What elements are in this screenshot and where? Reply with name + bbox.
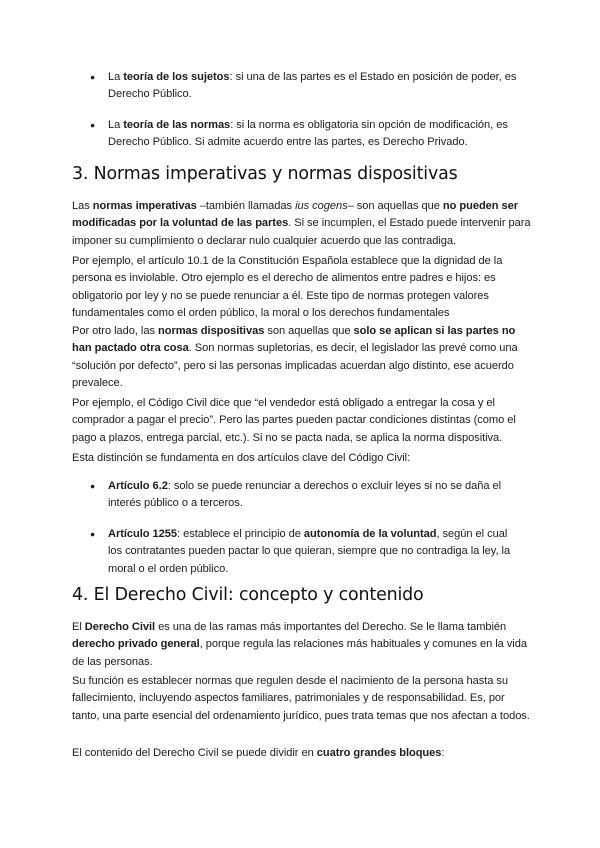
theory-bullet-list — [90, 69, 520, 152]
list-item: ● La teoría de los sujetos: si una de las partes es el Estado en posición de poder, es Derecho Público. — [90, 69, 520, 104]
list-item: ● Artículo 6.2: solo se puede renunciar a derechos o excluir leyes si no se daña el interés público o a terceros. — [90, 478, 520, 513]
paragraph: Su función es establecer normas que regulen desde el nacimiento de la persona hasta su fallecimiento, incluyendo aspectos familiares, patrimoniales y de responsabilidad. Es, por tanto, una parte esencial del ordenamiento jurídico, pues trata temas que nos afectan a todos. — [72, 675, 530, 722]
paragraph: El contenido del Derecho Civil se puede dividir en cuatro grandes bloques: — [72, 747, 445, 759]
section-4-heading: 4. El Derecho Civil: concepto y contenido — [72, 585, 424, 605]
list-item: ● Artículo 1255: establece el principio de autonomía de la voluntad, según el cual los contratantes pueden pactar lo que quieran, siempre que no contradiga la ley, la moral o el orden público. — [90, 526, 520, 578]
paragraph: El Derecho Civil es una de las ramas más importantes del Derecho. Se le llama también derecho privado general, porque regula las relaciones más habituales y comunes en la vida de las personas. — [72, 621, 527, 668]
paragraph: Por ejemplo, el artículo 10.1 de la Constitución Española establece que la dignidad de la persona es inviolable. Otro ejemplo es el derecho de alimentos entre padres e hijos: es obligatorio por ley y no se puede renunciar a él. Este tipo de normas protegen valores fundamentales como el orden público, la moral o los derechos fundamentales — [72, 255, 503, 320]
paragraph: Las normas imperativas –también llamadas ius cogens– son aquellas que no pueden ser modificadas por la voluntad de las partes. Si se incumplen, el Estado puede intervenir para imponer su cumplimiento o declarar nulo cualquier acuerdo que las contradiga. — [72, 200, 531, 247]
bold-term: teoría de las normas — [123, 118, 231, 131]
articles-bullet-list — [90, 478, 520, 578]
paragraph: Por otro lado, las normas dispositivas son aquellas que solo se aplican si las partes no han pactado otra cosa. Son normas supletorias, es decir, el legislador las prevé como una “solución por defecto”, pero si las personas implicadas acuerdan algo distinto, ese acuerdo prevalece. — [72, 325, 518, 390]
bold-term: teoría de los sujetos — [123, 71, 230, 83]
paragraph: Esta distinción se fundamenta en dos artículos clave del Código Civil: — [72, 452, 411, 464]
list-item: ● La teoría de las normas: si la norma es obligatoria sin opción de modificación, es Derecho Público. Si admite acuerdo entre las partes, es Derecho Privado. — [90, 117, 520, 152]
paragraph: Por ejemplo, el Código Civil dice que “el vendedor está obligado a entregar la cosa y el comprador a pagar el precio”. Pero las partes pueden pactar condiciones distintas (como el pago a plazos, entrega parcial, etc.). Si no se pacta nada, se aplica la norma dispositiva. — [72, 397, 516, 444]
section-3-heading: 3. Normas imperativas y normas dispositivas — [72, 164, 458, 184]
